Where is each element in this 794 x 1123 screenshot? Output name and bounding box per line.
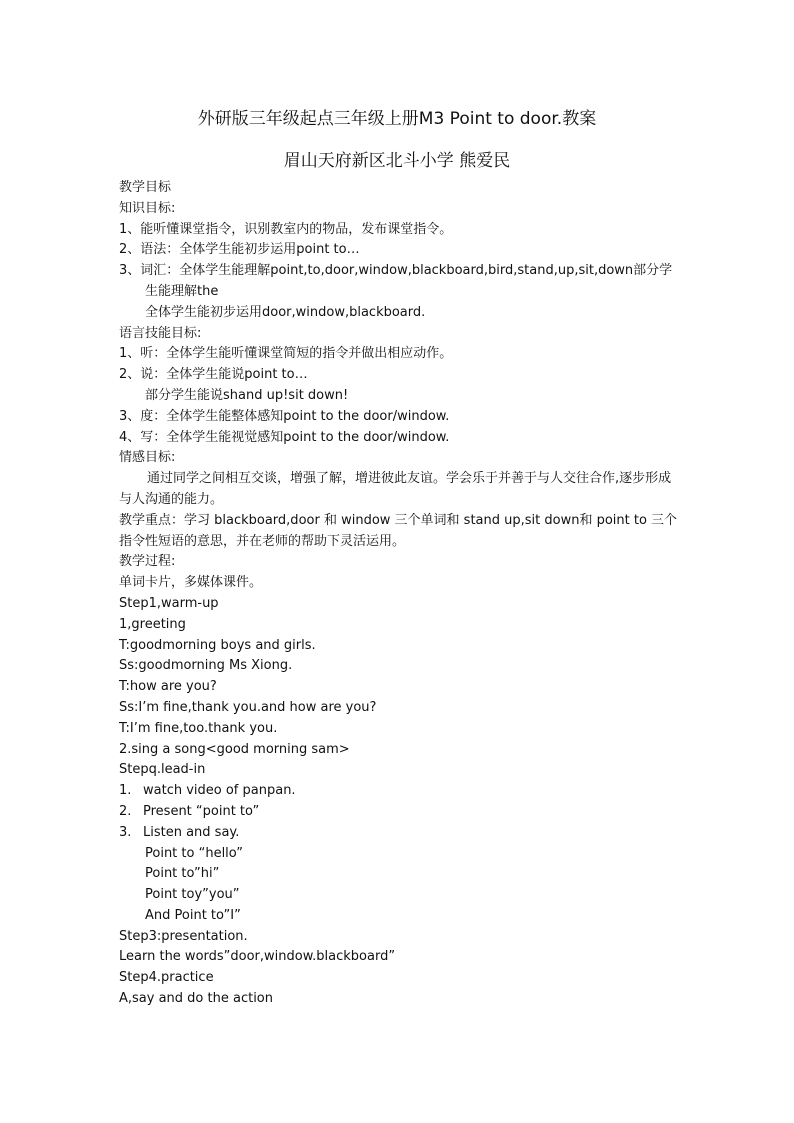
knowledge-item-2: 2、语法：全体学生能初步运用point to…	[119, 242, 360, 258]
lead-item	[119, 802, 679, 823]
lead-item-number: 2.	[119, 803, 132, 819]
dialog-line: Ss:I’m fine,thank you.and how are you?	[119, 699, 377, 715]
skills-item-3: 3、度：全体学生能整体感知point to the door/window.	[119, 408, 450, 424]
listen-sub-item: Point to”hi”	[145, 866, 220, 882]
emotion-text: 通过同学之间相互交谈，增强了解，增进彼此友谊。学会乐于并善于与人交往合作,逐步形成与人沟通的能力。	[119, 471, 672, 507]
sing-song: 2.sing a song<good morning sam>	[119, 741, 350, 757]
lead-item	[119, 781, 679, 802]
step1-heading: Step1,warm-up	[119, 595, 219, 611]
skills-item-2: 2、说：全体学生能说point to…	[119, 367, 308, 383]
document-title: 外研版三年级起点三年级上册M3 Point to door.教案	[197, 109, 597, 129]
knowledge-item-3-cont: 全体学生能初步运用door,window,blackboard.	[145, 304, 426, 320]
key-points: 教学重点：学习 blackboard,door 和 window 三个单词和 stand up,sit down和 point to 三个指令性短语的意思，并在老师的帮助下灵活运用。	[119, 512, 678, 549]
dialog-line: T:how are you?	[119, 679, 217, 695]
lead-item	[119, 823, 679, 844]
listen-sub-item: And Point to”I”	[145, 907, 241, 923]
skills-item-2-cont: 部分学生能说shand up!sit down!	[145, 387, 349, 403]
process-heading: 教学过程:	[119, 554, 176, 570]
greeting-label: 1,greeting	[119, 616, 186, 632]
knowledge-item-3: 3、词汇：全体学生能理解point,to,door,window,blackboard,bird,stand,up,sit,down部分学生能理解the	[119, 263, 673, 299]
learn-words: Learn the words”door,window.blackboard”	[119, 949, 396, 965]
skills-item-4: 4、写：全体学生能视觉感知point to the door/window.	[119, 429, 450, 445]
skills-heading: 语言技能目标:	[119, 325, 202, 341]
lead-item-text: Listen and say.	[143, 824, 240, 840]
lead-item-text: Present “point to”	[143, 803, 260, 819]
lead-item-number: 1.	[119, 783, 132, 799]
emotion-heading: 情感目标:	[119, 450, 176, 466]
step4-heading: Step4.practice	[119, 970, 214, 986]
step2-heading: Stepq.lead-in	[119, 762, 206, 778]
listen-sub-item: Point to “hello”	[145, 845, 244, 861]
dialog-line: T:goodmorning boys and girls.	[119, 637, 316, 653]
practice-a: A,say and do the action	[119, 991, 274, 1007]
goals-heading: 教学目标	[119, 180, 172, 195]
dialog-line: Ss:goodmorning Ms Xiong.	[119, 658, 293, 674]
skills-item-1: 1、听：全体学生能听懂课堂简短的指令并做出相应动作。	[119, 346, 453, 362]
lead-item-text: watch video of panpan.	[143, 783, 296, 799]
knowledge-heading: 知识目标:	[119, 200, 176, 216]
step3-heading: Step3:presentation.	[119, 928, 248, 944]
document-body	[119, 178, 679, 1010]
lead-item-number: 3.	[119, 824, 132, 840]
knowledge-item-1: 1、能听懂课堂指令，识别教室内的物品，发布课堂指令。	[119, 221, 453, 237]
listen-sub-item: Point toy”you”	[145, 887, 240, 903]
process-materials: 单词卡片，多媒体课件。	[119, 575, 263, 591]
dialog-line: T:I’m fine,too.thank you.	[119, 720, 278, 736]
document-author: 眉山天府新区北斗小学 熊爱民	[283, 151, 511, 171]
